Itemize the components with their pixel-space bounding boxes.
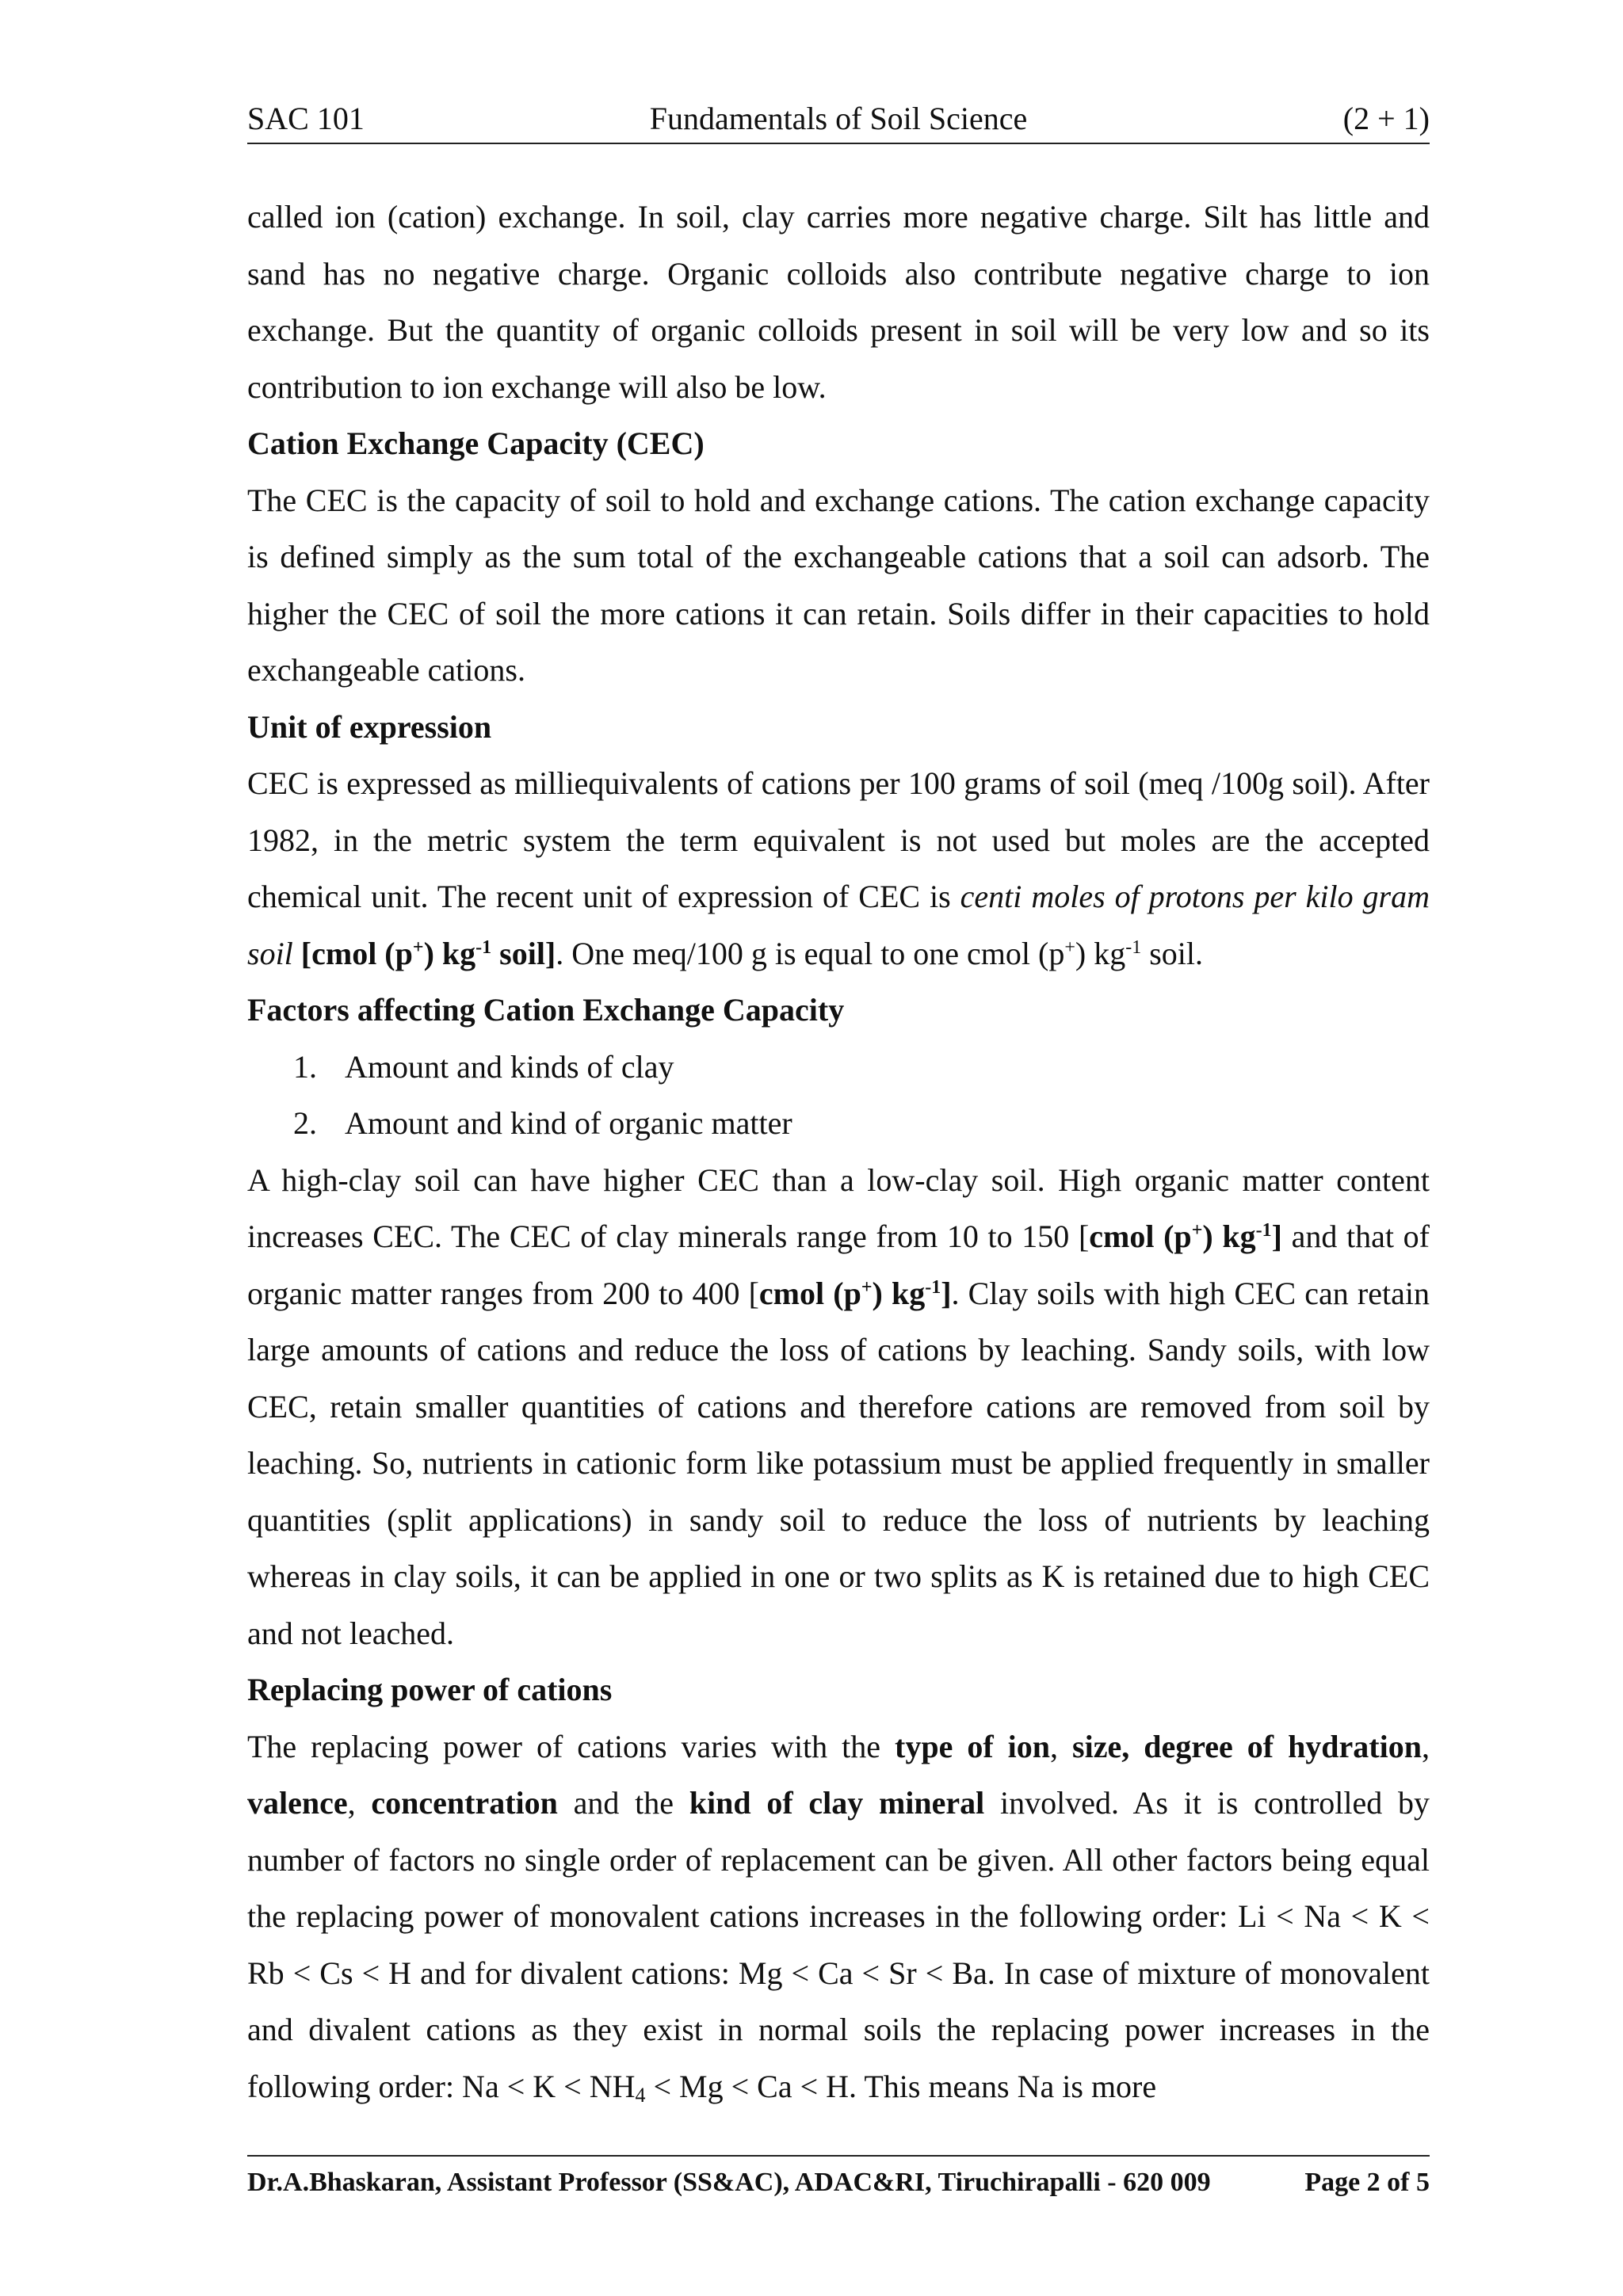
- bold-unit: [cmol (p+) $kg^{-1}$ soil]: [300, 935, 556, 971]
- paragraph-unit-of-expression: CEC is expressed as milliequivalents of cations per 100 grams of soil (meq /100g soil). After 1982, in the metric system the term equivalent is not used but moles are the accepted chemical unit. The recent unit of expression of CEC is centi moles of protons per kilo gram soil [cmol (p+) $kg^{-1}$ soil]. One meq/100 g is equal to one cmol (p+) $kg^{-1}$ soil.: [247, 765, 1430, 971]
- list-item: 1. Amount and kinds of clay: [293, 1048, 674, 1085]
- paragraph-ion-exchange: called ion (cation) exchange. In soil, clay carries more negative charge. Silt has little and sand has no negative charge. Organic colloids also contribute negative charge to ion exchange. But the quantity of organic colloids present in soil will be very low and so its contribution to ion exchange will also be low.: [247, 199, 1430, 405]
- paragraph-replacing-power: The replacing power of cations varies with the type of ion, size, degree of hydration, valence, concentration and the kind of clay mineral involved. As it is controlled by number of factors no single order of replacement can be given. All other factors being equal the replacing power of monovalent cations increases in the following order: Li < Na < K < Rb < Cs < H and for divalent cations: Mg < Ca < Sr < Ba. In case of mixture of monovalent and divalent cations as they exist in normal soils the replacing power increases in the following order: $Na < K < NH_4 < Mg < Ca < H$. This means Na is more: [247, 1728, 1430, 2107]
- list-item: 2. Amount and kind of organic matter: [293, 1105, 792, 1141]
- page-header: [247, 95, 1430, 144]
- page-number: Page 2 of 5: [1304, 2168, 1430, 2197]
- course-credits: (2 + 1): [1342, 101, 1430, 136]
- heading-replacing-power: Replacing power of cations: [247, 1672, 613, 1707]
- text-run: CEC is expressed as milliequivalents of cations per 100 grams of soil (meq /100g soil). After 1982, in the metric system the term equivalent is not used but moles are the accepted chemical unit. The recent unit of expression of CEC is: [247, 765, 1430, 914]
- heading-unit-of-expression: Unit of expression: [247, 708, 492, 745]
- italic-unit-phrase: centi moles of protons per kilo gram soil: [247, 879, 1430, 971]
- factors-list: [247, 1039, 1430, 1152]
- heading-factors-affecting-cec: Factors affecting Cation Exchange Capacity: [247, 992, 845, 1028]
- course-title: Fundamentals of Soil Science: [649, 101, 1028, 136]
- page-footer: [247, 2155, 1430, 2198]
- paragraph-cec-definition: The CEC is the capacity of soil to hold and exchange cations. The cation exchange capacity is defined simply as the sum total of the exchangeable cations that a soil can adsorb. The higher the CEC of soil the more cations it can retain. Soils differ in their capacities to hold exchangeable cations.: [247, 482, 1430, 688]
- heading-cec: Cation Exchange Capacity (CEC): [247, 425, 705, 461]
- bold-unit: cmol (p+) $kg^{-1}$]: [758, 1275, 952, 1311]
- paragraph-cec-clay-organic: A high-clay soil can have higher CEC than a low-clay soil. High organic matter content increases CEC. The CEC of clay minerals range from 10 to 150 [cmol (p+) $kg^{-1}$] and that of organic matter ranges from 200 to 400 [cmol (p+) $kg^{-1}$]. Clay soils with high CEC can retain large amounts of cations and reduce the loss of cations by leaching. Sandy soils, with low CEC, retain smaller quantities of cations and therefore cations are removed from soil by leaching. So, nutrients in cationic form like potassium must be applied frequently in smaller quantities (split applications) in sandy soil to reduce the loss of nutrients by leaching whereas in clay soils, it can be applied in one or two splits as K is retained due to high CEC and not leached.: [247, 1161, 1430, 1651]
- footer-author: Dr.A.Bhaskaran, Assistant Professor (SS&AC), ADAC&RI, Tiruchirapalli - 620 009: [247, 2168, 1211, 2197]
- page-content: [247, 189, 1430, 2115]
- course-code: SAC 101: [247, 101, 365, 136]
- bold-unit: cmol (p+) $kg^{-1}$]: [1089, 1219, 1282, 1254]
